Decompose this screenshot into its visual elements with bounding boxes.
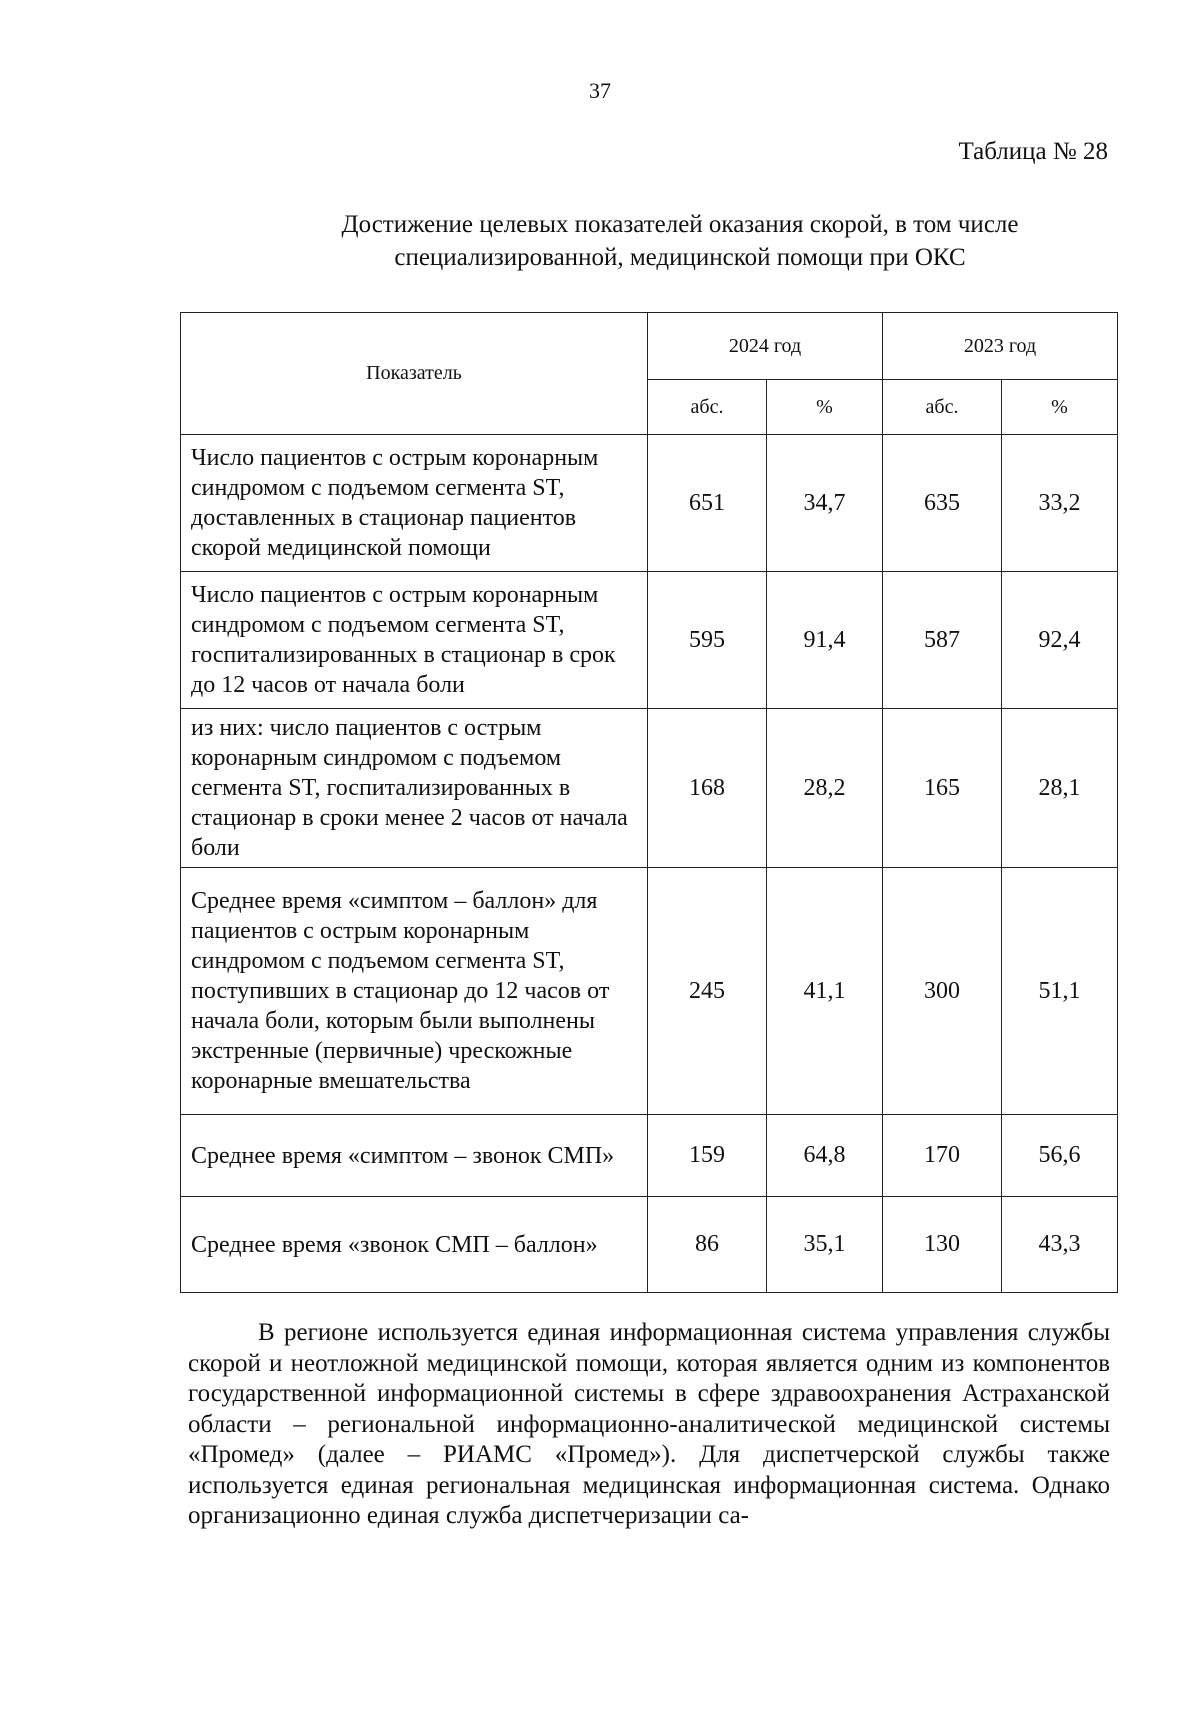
header-pct-2024: % [767, 380, 883, 435]
row-abs-2023: 165 [883, 709, 1002, 868]
row-pct-2024: 28,2 [767, 709, 883, 868]
indicators-table [180, 312, 1118, 1293]
row-indicator: Среднее время «симптом – звонок СМП» [181, 1115, 648, 1197]
table-row [181, 709, 1118, 868]
row-abs-2024: 86 [648, 1197, 767, 1293]
row-abs-2023: 170 [883, 1115, 1002, 1197]
table-row [181, 572, 1118, 709]
row-indicator: Среднее время «звонок СМП – баллон» [181, 1197, 648, 1293]
table-row [181, 435, 1118, 572]
header-year-2023: 2023 год [883, 313, 1118, 380]
row-pct-2024: 34,7 [767, 435, 883, 572]
row-pct-2023: 43,3 [1002, 1197, 1118, 1293]
row-pct-2023: 28,1 [1002, 709, 1118, 868]
row-indicator: Число пациентов с острым коронарным синдромом с подъемом сегмента ST, госпитализированных в стационар в срок до 12 часов от начала боли [181, 572, 648, 709]
table-row [181, 1115, 1118, 1197]
row-abs-2024: 651 [648, 435, 767, 572]
row-pct-2023: 51,1 [1002, 868, 1118, 1115]
row-indicator: из них: число пациентов с острым коронарным синдромом с подъемом сегмента ST, госпитализированных в стационар в сроки менее 2 часов от начала боли [181, 709, 648, 868]
row-pct-2023: 92,4 [1002, 572, 1118, 709]
row-pct-2023: 33,2 [1002, 435, 1118, 572]
header-year-2024: 2024 год [648, 313, 883, 380]
row-pct-2024: 41,1 [767, 868, 883, 1115]
row-indicator: Число пациентов с острым коронарным синдромом с подъемом сегмента ST, доставленных в стационар пациентов скорой медицинской помощи [181, 435, 648, 572]
page-number: 37 [589, 78, 611, 103]
row-abs-2023: 300 [883, 868, 1002, 1115]
table-title: Достижение целевых показателей оказания скорой, в том числе специализированной, медицинской помощи при ОКС [341, 211, 1019, 271]
row-pct-2024: 35,1 [767, 1197, 883, 1293]
row-abs-2023: 587 [883, 572, 1002, 709]
header-abs-2023: абс. [883, 380, 1002, 435]
row-abs-2024: 595 [648, 572, 767, 709]
row-pct-2024: 64,8 [767, 1115, 883, 1197]
row-abs-2024: 159 [648, 1115, 767, 1197]
row-abs-2024: 168 [648, 709, 767, 868]
table-row [181, 868, 1118, 1115]
table-row [181, 1197, 1118, 1293]
row-abs-2024: 245 [648, 868, 767, 1115]
row-pct-2024: 91,4 [767, 572, 883, 709]
row-indicator: Среднее время «симптом – баллон» для пациентов с острым коронарным синдромом с подъемом сегмента ST, поступивших в стационар до 12 часов от начала боли, которым были выполнены экстренные (первичные) чрескожные коронарные вмешательства [181, 868, 648, 1115]
header-abs-2024: абс. [648, 380, 767, 435]
body-paragraph: В регионе используется единая информационная система управления службы скорой и неотложной медицинской помощи, которая является одним из компонентов государственной информационной системы в сфере здравоохранения Астраханской области – региональной информационно-аналитической медицинской системы «Промед» (далее – РИАМС «Промед»). Для диспетчерской службы также используется единая региональная медицинская информационная система. Однако организационно единая служба диспетчеризации са- [188, 1319, 1110, 1529]
header-indicator: Показатель [181, 313, 648, 435]
table-label: Таблица № 28 [958, 138, 1108, 165]
row-abs-2023: 130 [883, 1197, 1002, 1293]
row-pct-2023: 56,6 [1002, 1115, 1118, 1197]
row-abs-2023: 635 [883, 435, 1002, 572]
header-pct-2023: % [1002, 380, 1118, 435]
